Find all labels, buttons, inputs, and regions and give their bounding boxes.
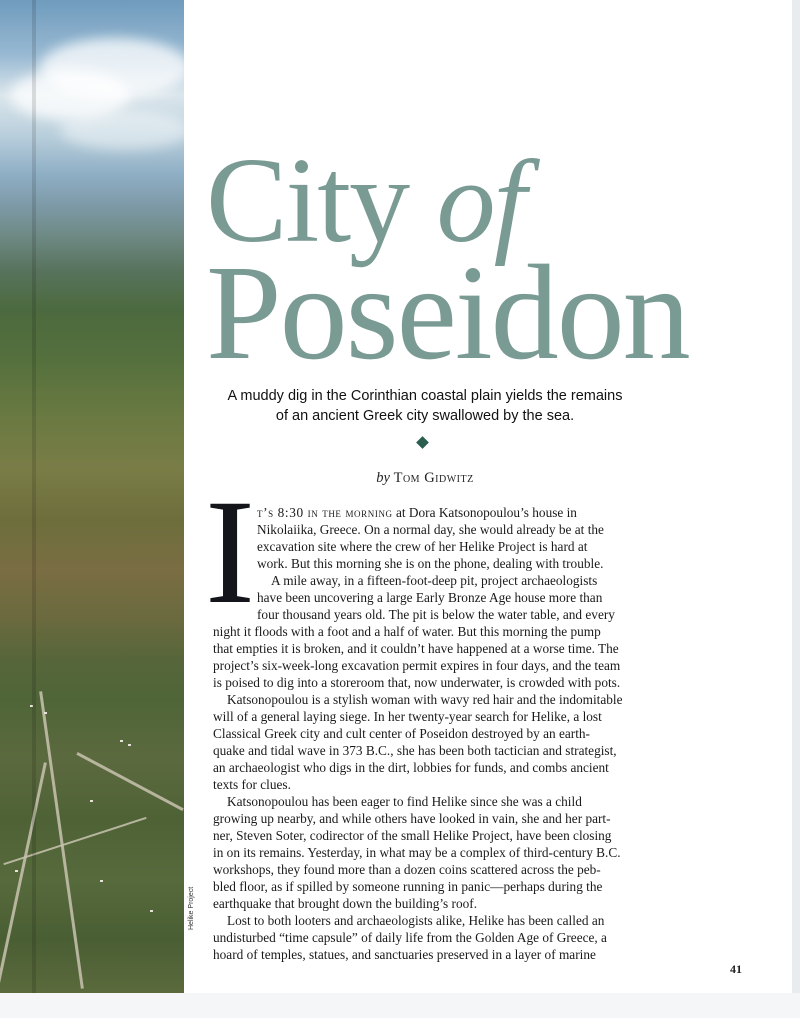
lead-in: t’s 8:30 in the morning [257,505,393,520]
body-line: texts for clues. [213,777,291,792]
body-line: growing up nearby, and while others have looked in vain, she and her part- [213,811,611,826]
diamond-ornament-icon [416,436,429,449]
body-line: Katsonopoulou has been eager to find Helike since she was a child [227,794,582,809]
photo-credit: Helike Project [188,886,195,930]
body-line: hoard of temples, statues, and sanctuaries preserved in a layer of marine [213,947,596,962]
line1-rest: at Dora Katsonopoulou’s house in [392,505,577,520]
page-number: 41 [730,962,742,976]
page-bottom-edge [0,993,800,1018]
binding-gutter [32,0,36,993]
body-line: is poised to dig into a storeroom that, now underwater, is crowded with pots. [213,675,621,690]
body-line: earthquake that brought down the building’s roof. [213,896,478,911]
body-line: ner, Steven Soter, codirector of the small Helike Project, have been closing [213,828,612,843]
subhead-line: A muddy dig in the Corinthian coastal plain yields the remains [227,388,623,404]
byline-by: by [376,470,390,486]
body-line: that empties it is broken, and it couldn’t have happened at a worse time. The [213,641,619,656]
body-line: work. But this morning she is on the phone, dealing with trouble. [257,556,604,571]
aerial-landscape-photo [0,0,184,993]
body-line: will of a general laying siege. In her twenty-year search for Helike, a lost [213,709,602,724]
body-line: A mile away, in a fifteen-foot-deep pit, project archaeologists [271,573,598,588]
title-line-2: Poseidon [206,238,689,388]
body-line: night it floods with a foot and a half of water. But this morning the pump [213,624,601,639]
title-word-city: City [206,133,409,268]
body-line: Classical Greek city and cult center of Poseidon destroyed by an earth- [213,726,590,741]
body-line: bled floor, as if spilled by someone running in panic—perhaps during the [213,879,603,894]
body-line: workshops, they found more than a dozen coins scattered across the peb- [213,862,601,877]
author-name: Tom Gidwitz [393,470,474,486]
body-line: quake and tidal wave in 373 B.C., she has been both tactician and strategist, [213,743,617,758]
body-line: four thousand years old. The pit is below the water table, and every [257,607,615,622]
body-line: Katsonopoulou is a stylish woman with wavy red hair and the indomitable [227,692,623,707]
body-line: Nikolaiika, Greece. On a normal day, she would already be at the [257,522,604,537]
subheadline [210,386,640,426]
drop-cap: I [205,469,255,635]
byline [330,470,520,487]
page-edge [792,0,800,1018]
subhead-line: of an ancient Greek city swallowed by the sea. [275,408,575,424]
body-line: undisturbed “time capsule” of daily life from the Golden Age of Greece, a [213,930,607,945]
body-line: have been uncovering a large Early Bronze Age house more than [257,590,603,605]
body-line-1 [257,505,577,522]
body-line: excavation site where the crew of her Helike Project is hard at [257,539,588,554]
title-word-of: of [436,136,525,267]
body-line: Lost to both looters and archaeologists alike, Helike has been called an [227,913,605,928]
body-line: in on its remains. Yesterday, in what may be a complex of third-century B.C. [213,845,621,860]
body-line: project’s six-week-long excavation permit expires in four days, and the team [213,658,621,673]
body-line: an archaeologist who digs in the dirt, lobbies for funds, and combs ancient [213,760,609,775]
